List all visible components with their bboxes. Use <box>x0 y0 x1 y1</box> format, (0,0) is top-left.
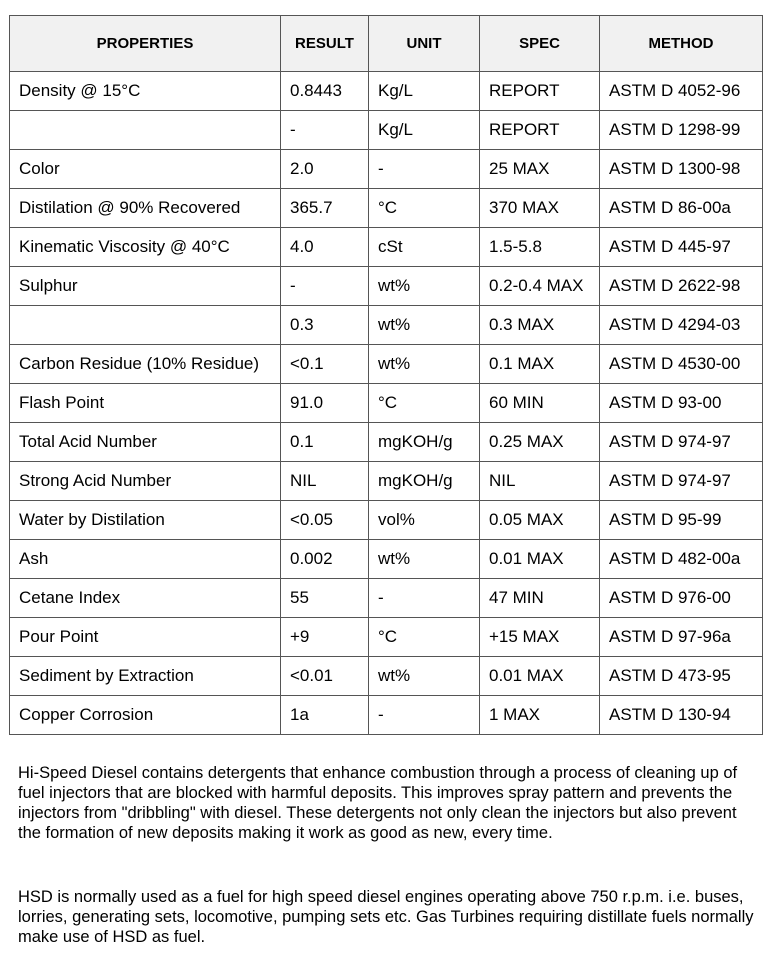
header-unit: UNIT <box>369 16 480 72</box>
table-body <box>10 72 763 735</box>
specification-table <box>9 15 763 735</box>
property-cell: Strong Acid Number <box>10 462 281 501</box>
result-cell: +9 <box>281 618 369 657</box>
property-cell: Color <box>10 150 281 189</box>
property-cell <box>10 111 281 150</box>
property-cell: Distilation @ 90% Recovered <box>10 189 281 228</box>
method-cell: ASTM D 4530-00 <box>600 345 763 384</box>
spec-cell: 0.25 MAX <box>480 423 600 462</box>
unit-cell: mgKOH/g <box>369 423 480 462</box>
property-cell: Sulphur <box>10 267 281 306</box>
table-row <box>10 462 763 501</box>
spec-cell: 25 MAX <box>480 150 600 189</box>
table-row <box>10 228 763 267</box>
method-cell: ASTM D 473-95 <box>600 657 763 696</box>
result-cell: <0.01 <box>281 657 369 696</box>
description-paragraph: Hi-Speed Diesel contains detergents that enhance combustion through a process of cleaning up of fuel injectors that are blocked with harmful deposits. This improves spray pattern and prevents the injectors from "dribbling" with diesel. These detergents not only clean the injectors but also prevent the formation of new deposits making it work as good as new, every time. <box>18 764 738 842</box>
spec-cell: 1 MAX <box>480 696 600 735</box>
method-cell: ASTM D 1300-98 <box>600 150 763 189</box>
method-cell: ASTM D 130-94 <box>600 696 763 735</box>
table-row <box>10 501 763 540</box>
property-cell: Ash <box>10 540 281 579</box>
table-row <box>10 267 763 306</box>
result-cell: 0.8443 <box>281 72 369 111</box>
spec-cell: 0.1 MAX <box>480 345 600 384</box>
property-cell: Sediment by Extraction <box>10 657 281 696</box>
method-cell: ASTM D 93-00 <box>600 384 763 423</box>
header-row <box>10 16 763 72</box>
unit-cell: - <box>369 150 480 189</box>
method-cell: ASTM D 974-97 <box>600 462 763 501</box>
header-spec: SPEC <box>480 16 600 72</box>
property-cell: Water by Distilation <box>10 501 281 540</box>
table-header <box>10 16 763 72</box>
result-cell: NIL <box>281 462 369 501</box>
spec-cell: 60 MIN <box>480 384 600 423</box>
table-row <box>10 579 763 618</box>
result-cell: 365.7 <box>281 189 369 228</box>
spec-cell: 0.05 MAX <box>480 501 600 540</box>
unit-cell: mgKOH/g <box>369 462 480 501</box>
method-cell: ASTM D 976-00 <box>600 579 763 618</box>
spec-cell: 370 MAX <box>480 189 600 228</box>
method-cell: ASTM D 95-99 <box>600 501 763 540</box>
method-cell: ASTM D 445-97 <box>600 228 763 267</box>
method-cell: ASTM D 974-97 <box>600 423 763 462</box>
table-row <box>10 345 763 384</box>
property-cell: Flash Point <box>10 384 281 423</box>
header-result: RESULT <box>281 16 369 72</box>
unit-cell: wt% <box>369 345 480 384</box>
unit-cell: Kg/L <box>369 72 480 111</box>
result-cell: 55 <box>281 579 369 618</box>
result-cell: - <box>281 111 369 150</box>
method-cell: ASTM D 4052-96 <box>600 72 763 111</box>
unit-cell: Kg/L <box>369 111 480 150</box>
unit-cell: wt% <box>369 267 480 306</box>
spec-cell: 47 MIN <box>480 579 600 618</box>
method-cell: ASTM D 86-00a <box>600 189 763 228</box>
result-cell: 4.0 <box>281 228 369 267</box>
table-row <box>10 72 763 111</box>
unit-cell: °C <box>369 189 480 228</box>
table-row <box>10 540 763 579</box>
table-row <box>10 111 763 150</box>
property-cell: Pour Point <box>10 618 281 657</box>
unit-cell: wt% <box>369 306 480 345</box>
result-cell: 91.0 <box>281 384 369 423</box>
table-row <box>10 384 763 423</box>
result-cell: - <box>281 267 369 306</box>
result-cell: <0.1 <box>281 345 369 384</box>
spec-cell: 0.2-0.4 MAX <box>480 267 600 306</box>
spec-cell: 1.5-5.8 <box>480 228 600 267</box>
result-cell: 0.3 <box>281 306 369 345</box>
unit-cell: - <box>369 579 480 618</box>
table-row <box>10 189 763 228</box>
table-row <box>10 657 763 696</box>
spec-cell: NIL <box>480 462 600 501</box>
method-cell: ASTM D 2622-98 <box>600 267 763 306</box>
method-cell: ASTM D 1298-99 <box>600 111 763 150</box>
property-cell: Kinematic Viscosity @ 40°C <box>10 228 281 267</box>
spec-cell: 0.3 MAX <box>480 306 600 345</box>
property-cell: Density @ 15°C <box>10 72 281 111</box>
property-cell: Total Acid Number <box>10 423 281 462</box>
unit-cell: - <box>369 696 480 735</box>
spec-cell: REPORT <box>480 111 600 150</box>
result-cell: 0.002 <box>281 540 369 579</box>
property-cell: Copper Corrosion <box>10 696 281 735</box>
unit-cell: wt% <box>369 657 480 696</box>
unit-cell: °C <box>369 618 480 657</box>
header-method: METHOD <box>600 16 763 72</box>
result-cell: 2.0 <box>281 150 369 189</box>
unit-cell: vol% <box>369 501 480 540</box>
table-row <box>10 423 763 462</box>
method-cell: ASTM D 97-96a <box>600 618 763 657</box>
result-cell: 0.1 <box>281 423 369 462</box>
method-cell: ASTM D 482-00a <box>600 540 763 579</box>
method-cell: ASTM D 4294-03 <box>600 306 763 345</box>
property-cell <box>10 306 281 345</box>
spec-cell: 0.01 MAX <box>480 657 600 696</box>
usage-paragraph: HSD is normally used as a fuel for high speed diesel engines operating above 750 r.p.m. i.e. buses, lorries, generating sets, locomotive, pumping sets etc. Gas Turbines requiring distillate fuels normally make use of HSD as fuel. <box>18 888 754 946</box>
unit-cell: wt% <box>369 540 480 579</box>
table-row <box>10 696 763 735</box>
table-row <box>10 306 763 345</box>
spec-cell: REPORT <box>480 72 600 111</box>
property-cell: Carbon Residue (10% Residue) <box>10 345 281 384</box>
result-cell: 1a <box>281 696 369 735</box>
table-row <box>10 618 763 657</box>
header-properties: PROPERTIES <box>10 16 281 72</box>
table-row <box>10 150 763 189</box>
result-cell: <0.05 <box>281 501 369 540</box>
spec-cell: 0.01 MAX <box>480 540 600 579</box>
property-cell: Cetane Index <box>10 579 281 618</box>
spec-cell: +15 MAX <box>480 618 600 657</box>
unit-cell: °C <box>369 384 480 423</box>
unit-cell: cSt <box>369 228 480 267</box>
